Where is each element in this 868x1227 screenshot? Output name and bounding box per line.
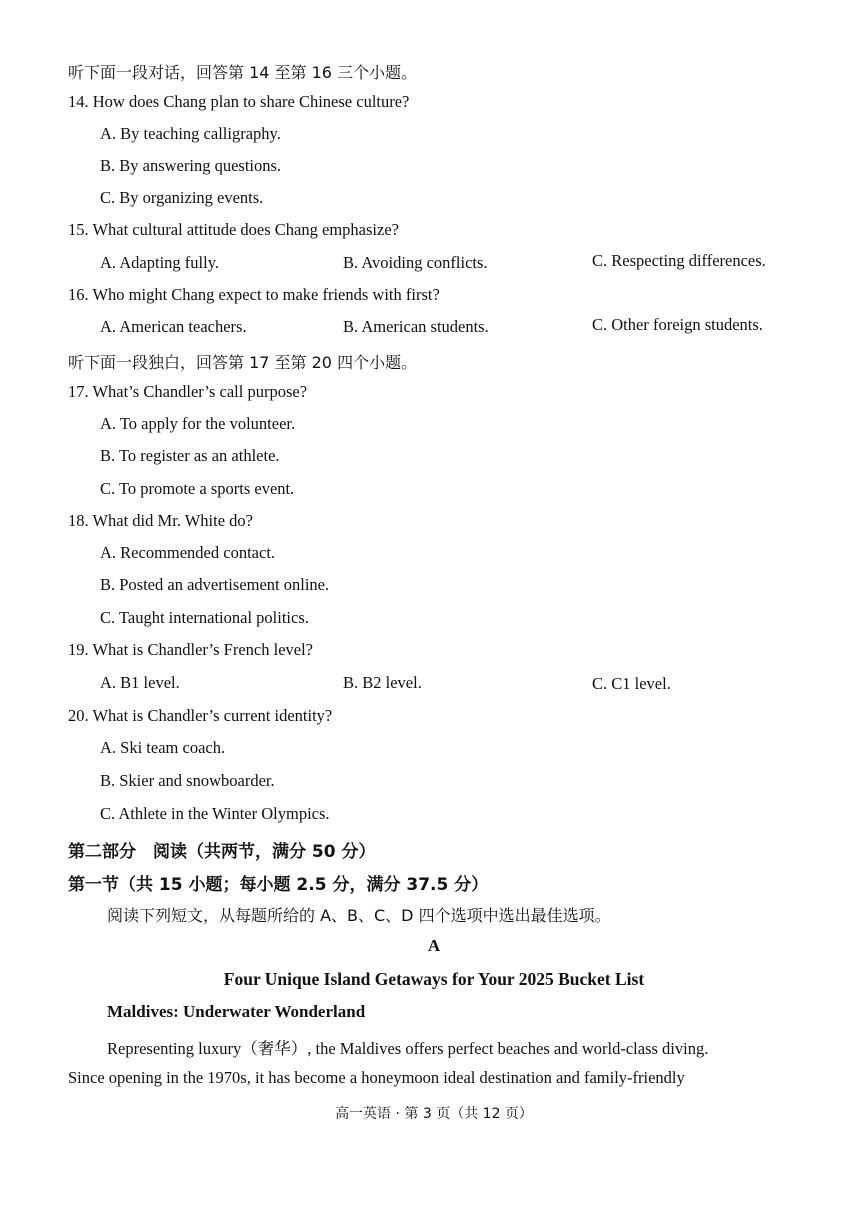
question-17-stem: 17. What’s Chandler’s call purpose? bbox=[68, 382, 308, 401]
question-16-option-a: A. American teachers. bbox=[100, 317, 247, 336]
question-18-option-c: C. Taught international politics. bbox=[100, 608, 309, 627]
question-20-option-c: C. Athlete in the Winter Olympics. bbox=[100, 804, 330, 823]
passage-line-2: Since opening in the 1970s, it has become a honeymoon ideal destination and family-friendly bbox=[68, 1068, 685, 1087]
question-15-option-c: C. Respecting differences. bbox=[592, 251, 766, 270]
passage-subheading: Maldives: Underwater Wonderland bbox=[107, 1002, 366, 1021]
listening-instruction-2: 听下面一段独白，回答第 17 至第 20 四个小题。 bbox=[68, 353, 418, 372]
question-15-option-b: B. Avoiding conflicts. bbox=[343, 253, 488, 272]
passage-line-1: Representing luxury（奢华）, the Maldives offers perfect beaches and world-class diving. bbox=[107, 1039, 709, 1058]
question-15-stem: 15. What cultural attitude does Chang emphasize? bbox=[68, 220, 399, 239]
question-17-option-b: B. To register as an athlete. bbox=[100, 446, 280, 465]
question-18-stem: 18. What did Mr. White do? bbox=[68, 511, 253, 530]
question-16-stem: 16. Who might Chang expect to make friends with first? bbox=[68, 285, 440, 304]
question-19-stem: 19. What is Chandler’s French level? bbox=[68, 640, 313, 659]
question-20-option-b: B. Skier and snowboarder. bbox=[100, 771, 275, 790]
question-14-option-b: B. By answering questions. bbox=[100, 156, 282, 175]
reading-instructions: 阅读下列短文，从每题所给的 A、B、C、D 四个选项中选出最佳选项。 bbox=[107, 906, 611, 925]
question-14-option-c: C. By organizing events. bbox=[100, 188, 264, 207]
listening-instruction-1: 听下面一段对话，回答第 14 至第 16 三个小题。 bbox=[68, 63, 418, 82]
question-18-option-a: A. Recommended contact. bbox=[100, 543, 276, 562]
question-19-option-c: C. C1 level. bbox=[592, 674, 671, 693]
section-one-heading: 第一节（共 15 小题；每小题 2.5 分，满分 37.5 分） bbox=[68, 875, 489, 895]
question-17-option-a: A. To apply for the volunteer. bbox=[100, 414, 296, 433]
page-footer: 高一英语 · 第 3 页（共 12 页） bbox=[335, 1106, 533, 1122]
question-14-option-a: A. By teaching calligraphy. bbox=[100, 124, 281, 143]
passage-title: Four Unique Island Getaways for Your 2025 Bucket List bbox=[223, 969, 645, 989]
question-19-option-a: A. B1 level. bbox=[100, 673, 180, 692]
question-20-option-a: A. Ski team coach. bbox=[100, 738, 226, 757]
passage-letter: A bbox=[427, 936, 441, 955]
question-17-option-c: C. To promote a sports event. bbox=[100, 479, 295, 498]
question-16-option-b: B. American students. bbox=[343, 317, 489, 336]
question-18-option-b: B. Posted an advertisement online. bbox=[100, 575, 330, 594]
question-19-option-b: B. B2 level. bbox=[343, 673, 422, 692]
question-16-option-c: C. Other foreign students. bbox=[592, 315, 763, 334]
question-15-option-a: A. Adapting fully. bbox=[100, 253, 220, 272]
question-20-stem: 20. What is Chandler’s current identity? bbox=[68, 706, 333, 725]
question-14-stem: 14. How does Chang plan to share Chinese culture? bbox=[68, 92, 410, 111]
part-two-heading: 第二部分 阅读（共两节，满分 50 分） bbox=[68, 842, 376, 862]
